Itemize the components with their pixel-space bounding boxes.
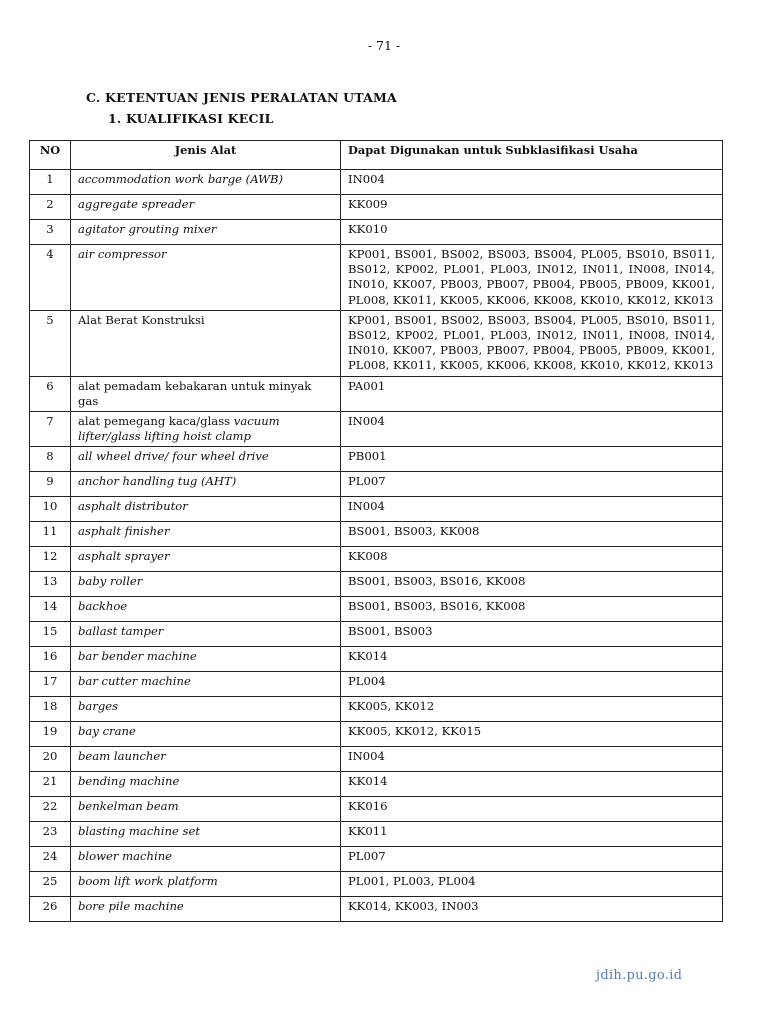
jenis-alat-part: alat pemegang kaca/glass [78, 414, 234, 429]
cell-no: 16 [30, 647, 71, 672]
cell-no: 8 [30, 447, 71, 472]
cell-no: 5 [30, 310, 71, 376]
cell-subklasifikasi: PB001 [341, 447, 723, 472]
table-row [30, 772, 723, 797]
cell-subklasifikasi: KK010 [341, 220, 723, 245]
cell-no: 20 [30, 747, 71, 772]
cell-no: 24 [30, 847, 71, 872]
cell-jenis-alat: blower machine [71, 847, 341, 872]
cell-no: 2 [30, 195, 71, 220]
cell-jenis-alat: all wheel drive/ four wheel drive [71, 447, 341, 472]
table-row [30, 797, 723, 822]
cell-no: 22 [30, 797, 71, 822]
cell-subklasifikasi: PL007 [341, 472, 723, 497]
cell-subklasifikasi: KK005, KK012 [341, 697, 723, 722]
cell-subklasifikasi: KP001, BS001, BS002, BS003, BS004, PL005, BS010, BS011, BS012, KP002, PL001, PL003, IN012, IN011, IN008, IN014, IN010, KK007, PB003, PB007, PB004, PB005, PB009, KK001, PL008, KK011, KK005, KK006, KK008, KK010, KK012, KK013 [341, 245, 723, 311]
cell-no: 4 [30, 245, 71, 311]
cell-no: 6 [30, 376, 71, 411]
cell-subklasifikasi: KK016 [341, 797, 723, 822]
cell-no: 1 [30, 170, 71, 195]
cell-jenis-alat: anchor handling tug (AHT) [71, 472, 341, 497]
cell-jenis-alat: barges [71, 697, 341, 722]
section-heading: C. KETENTUAN JENIS PERALATAN UTAMA [86, 90, 397, 105]
cell-jenis-alat: bay crane [71, 722, 341, 747]
cell-subklasifikasi: IN004 [341, 412, 723, 447]
table-row [30, 872, 723, 897]
cell-jenis-alat: backhoe [71, 597, 341, 622]
cell-no: 17 [30, 672, 71, 697]
cell-jenis-alat: beam launcher [71, 747, 341, 772]
cell-jenis-alat: air compressor [71, 245, 341, 311]
cell-jenis-alat: blasting machine set [71, 822, 341, 847]
table-row [30, 597, 723, 622]
cell-subklasifikasi: KK014, KK003, IN003 [341, 897, 723, 922]
cell-subklasifikasi: KP001, BS001, BS002, BS003, BS004, PL005, BS010, BS011, BS012, KP002, PL001, PL003, IN012, IN011, IN008, IN014, IN010, KK007, PB003, PB007, PB004, PB005, PB009, KK001, PL008, KK011, KK005, KK006, KK008, KK010, KK012, KK013 [341, 310, 723, 376]
cell-jenis-alat: asphalt finisher [71, 522, 341, 547]
cell-jenis-alat: alat pemadam kebakaran untuk minyak gas [71, 376, 341, 411]
table-row [30, 747, 723, 772]
cell-no: 11 [30, 522, 71, 547]
table-row [30, 572, 723, 597]
table-row [30, 897, 723, 922]
cell-subklasifikasi: PA001 [341, 376, 723, 411]
equipment-table [29, 140, 723, 922]
cell-no: 10 [30, 497, 71, 522]
header-no: NO [30, 141, 71, 170]
cell-subklasifikasi: PL007 [341, 847, 723, 872]
cell-jenis-alat: agitator grouting mixer [71, 220, 341, 245]
table-row [30, 245, 723, 311]
header-jenis-alat: Jenis Alat [71, 141, 341, 170]
table-row [30, 310, 723, 376]
cell-no: 23 [30, 822, 71, 847]
cell-jenis-alat: asphalt sprayer [71, 547, 341, 572]
cell-no: 15 [30, 622, 71, 647]
cell-subklasifikasi: BS001, BS003, KK008 [341, 522, 723, 547]
cell-subklasifikasi: KK014 [341, 647, 723, 672]
table-header-row [30, 141, 723, 170]
table-body [30, 170, 723, 922]
header-subklasifikasi: Dapat Digunakan untuk Subklasifikasi Usaha [341, 141, 723, 170]
cell-jenis-alat: asphalt distributor [71, 497, 341, 522]
table-row [30, 697, 723, 722]
table-row [30, 376, 723, 411]
table-row [30, 822, 723, 847]
table-row [30, 170, 723, 195]
subsection-heading: 1. KUALIFIKASI KECIL [108, 111, 274, 126]
cell-jenis-alat: bar bender machine [71, 647, 341, 672]
table-row [30, 497, 723, 522]
cell-jenis-alat: bending machine [71, 772, 341, 797]
table-row [30, 722, 723, 747]
table-row [30, 220, 723, 245]
cell-subklasifikasi: IN004 [341, 170, 723, 195]
cell-no: 7 [30, 412, 71, 447]
cell-jenis-alat: ballast tamper [71, 622, 341, 647]
table-row [30, 847, 723, 872]
cell-subklasifikasi: KK014 [341, 772, 723, 797]
cell-jenis-alat: baby roller [71, 572, 341, 597]
cell-subklasifikasi: PL001, PL003, PL004 [341, 872, 723, 897]
table-row [30, 547, 723, 572]
page-number: - 71 - [367, 38, 401, 53]
cell-subklasifikasi: KK011 [341, 822, 723, 847]
cell-no: 13 [30, 572, 71, 597]
cell-subklasifikasi: IN004 [341, 747, 723, 772]
cell-no: 3 [30, 220, 71, 245]
cell-no: 26 [30, 897, 71, 922]
cell-no: 9 [30, 472, 71, 497]
cell-jenis-alat: accommodation work barge (AWB) [71, 170, 341, 195]
cell-subklasifikasi: KK008 [341, 547, 723, 572]
cell-jenis-alat: boom lift work platform [71, 872, 341, 897]
table-row [30, 447, 723, 472]
cell-subklasifikasi: KK005, KK012, KK015 [341, 722, 723, 747]
cell-subklasifikasi: BS001, BS003, BS016, KK008 [341, 597, 723, 622]
table-row [30, 522, 723, 547]
table-row [30, 672, 723, 697]
cell-subklasifikasi: IN004 [341, 497, 723, 522]
cell-jenis-alat: benkelman beam [71, 797, 341, 822]
cell-jenis-alat [71, 412, 341, 447]
cell-no: 19 [30, 722, 71, 747]
cell-no: 21 [30, 772, 71, 797]
cell-no: 14 [30, 597, 71, 622]
jenis-alat-part: vacuum lifter/glass lifting hoist clamp [78, 414, 280, 444]
cell-no: 18 [30, 697, 71, 722]
cell-no: 12 [30, 547, 71, 572]
cell-subklasifikasi: BS001, BS003, BS016, KK008 [341, 572, 723, 597]
cell-no: 25 [30, 872, 71, 897]
footer-watermark: jdih.pu.go.id [596, 968, 683, 983]
table-row [30, 622, 723, 647]
cell-jenis-alat: Alat Berat Konstruksi [71, 310, 341, 376]
cell-jenis-alat: bore pile machine [71, 897, 341, 922]
cell-jenis-alat: bar cutter machine [71, 672, 341, 697]
cell-subklasifikasi: BS001, BS003 [341, 622, 723, 647]
cell-subklasifikasi: KK009 [341, 195, 723, 220]
cell-subklasifikasi: PL004 [341, 672, 723, 697]
table-row [30, 472, 723, 497]
table-row [30, 647, 723, 672]
table-row [30, 412, 723, 447]
cell-jenis-alat: aggregate spreader [71, 195, 341, 220]
table-row [30, 195, 723, 220]
